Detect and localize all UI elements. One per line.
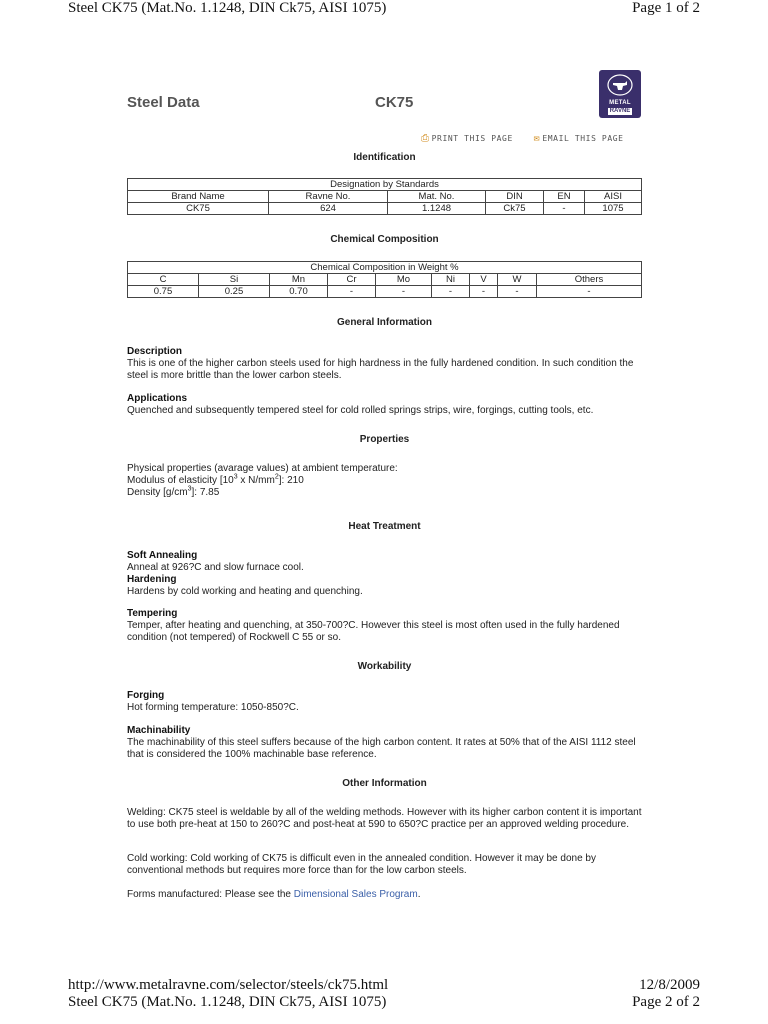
- grade-heading: CK75: [375, 94, 414, 111]
- machinability-block: [127, 725, 647, 761]
- tempering-label: Tempering: [127, 608, 178, 619]
- chem-value-cell: -: [498, 286, 537, 298]
- page-footer-title: Steel CK75 (Mat.No. 1.1248, DIN Ck75, AISI 1075): [68, 994, 387, 1010]
- description-label: Description: [127, 346, 183, 357]
- chem-header-cell: Si: [199, 274, 270, 286]
- soft-annealing-text: Anneal at 926?C and slow furnace cool.: [127, 562, 304, 573]
- chem-value-cell: -: [537, 286, 642, 298]
- forging-label: Forging: [127, 690, 165, 701]
- identification-heading: Identification: [353, 152, 416, 163]
- cold-working-text: Cold working: Cold working of CK75 is difficult even in the annealed condition. However it may be done by conventional methods but requires more force than for the low carbon steels.: [127, 853, 596, 876]
- envelope-icon[interactable]: ✉: [533, 133, 541, 144]
- hardening-text: Hardens by cold working and heating and quenching.: [127, 586, 363, 597]
- id-header-cell: DIN: [486, 191, 544, 203]
- density-text: Density $[g/cm^3]$: 7.85: [127, 485, 220, 498]
- id-header-cell: EN: [544, 191, 585, 203]
- chem-value-cell: -: [432, 286, 470, 298]
- forms-prefix: Forms manufactured: Please see the: [127, 889, 294, 900]
- chem-header-cell: V: [470, 274, 498, 286]
- applications-label: Applications: [127, 393, 188, 404]
- soft-annealing-label: Soft Annealing: [127, 550, 198, 561]
- id-value-cell: Ck75: [486, 203, 544, 215]
- welding-text: Welding: CK75 steel is weldable by all of the welding methods. However with its higher carbon content it is important to use both pre-heat at 150 to 260?C and post-heat at 590 to 650?C practice per an approved welding procedure.: [127, 807, 642, 830]
- forms-suffix: .: [417, 889, 421, 900]
- chem-header-cell: Others: [537, 274, 642, 286]
- chemical-caption: Chemical Composition in Weight %: [128, 262, 642, 274]
- identification-table: [127, 178, 642, 215]
- chem-header-cell: Mn: [270, 274, 328, 286]
- forging-text: Hot forming temperature: 1050-850?C.: [127, 702, 299, 713]
- dimensional-sales-link[interactable]: Dimensional Sales Program: [293, 889, 418, 900]
- metal-ravne-logo[interactable]: [599, 70, 641, 118]
- print-page-link[interactable]: PRINT THIS PAGE: [431, 134, 513, 143]
- anvil-icon: [607, 74, 633, 96]
- properties-heading: Properties: [359, 434, 410, 445]
- applications-block: [127, 393, 647, 417]
- hardening-label: Hardening: [127, 574, 177, 585]
- machinability-text: The machinability of this steel suffers because of the high carbon content. It rates at 50% that of the AISI 1112 steel that is considered the 100% machinable base reference.: [127, 737, 636, 760]
- page-footer-url: http://www.metalravne.com/selector/steels/ck75.html: [68, 977, 389, 993]
- id-value-cell: -: [544, 203, 585, 215]
- chemical-table: [127, 261, 642, 298]
- id-value-cell: 1075: [585, 203, 642, 215]
- page-actions: [421, 133, 624, 144]
- page-footer-number: Page 2 of 2: [632, 994, 700, 1010]
- chem-header-cell: C: [128, 274, 199, 286]
- properties-block: [127, 463, 647, 499]
- workability-heading: Workability: [357, 661, 412, 672]
- other-info-heading: Other Information: [342, 778, 427, 789]
- id-value-cell: 1.1248: [388, 203, 486, 215]
- chem-value-cell: -: [470, 286, 498, 298]
- chem-header-cell: Mo: [376, 274, 432, 286]
- tempering-block: [127, 608, 647, 644]
- applications-text: Quenched and subsequently tempered steel for cold rolled springs strips, wire, forgings, cutting tools, etc.: [127, 405, 594, 416]
- id-value-cell: CK75: [128, 203, 269, 215]
- chemical-heading: Chemical Composition: [330, 234, 439, 245]
- chem-value-cell: 0.25: [199, 286, 270, 298]
- properties-intro: Physical properties (avarage values) at ambient temperature:: [127, 463, 398, 474]
- id-value-cell: 624: [269, 203, 388, 215]
- page-header-title: Steel CK75 (Mat.No. 1.1248, DIN Ck75, AISI 1075): [68, 0, 387, 16]
- chem-value-cell: -: [328, 286, 376, 298]
- logo-text-ravne: RAVNE: [609, 108, 631, 114]
- chem-header-cell: Cr: [328, 274, 376, 286]
- soft-annealing-block: [127, 550, 647, 598]
- description-block: [127, 346, 647, 382]
- email-page-link[interactable]: EMAIL THIS PAGE: [542, 134, 624, 143]
- chem-header-cell: W: [498, 274, 537, 286]
- general-info-heading: General Information: [336, 317, 432, 328]
- chem-value-cell: 0.75: [128, 286, 199, 298]
- chem-value-cell: 0.70: [270, 286, 328, 298]
- description-text: This is one of the higher carbon steels used for high hardness in the fully hardened condition. In such condition the steel is more brittle than the lower carbon steels.: [127, 358, 634, 381]
- id-header-cell: Brand Name: [128, 191, 269, 203]
- chem-value-cell: -: [376, 286, 432, 298]
- heat-treatment-heading: Heat Treatment: [348, 521, 421, 532]
- steel-data-heading: Steel Data: [127, 94, 200, 111]
- modulus-text: Modulus of elasticity [$10^3$ x $N/mm^2$]: 210: [127, 473, 304, 486]
- machinability-label: Machinability: [127, 725, 191, 736]
- chem-header-cell: Ni: [432, 274, 470, 286]
- id-header-cell: Ravne No.: [269, 191, 388, 203]
- page-footer-date: 12/8/2009: [639, 977, 700, 993]
- id-header-cell: Mat. No.: [388, 191, 486, 203]
- identification-caption: Designation by Standards: [128, 179, 642, 191]
- logo-text-metal: METAL: [609, 100, 631, 106]
- page-header-number: Page 1 of 2: [632, 0, 700, 16]
- forms-manufactured: [127, 889, 647, 901]
- id-header-cell: AISI: [585, 191, 642, 203]
- printer-icon[interactable]: ⎙: [421, 133, 430, 144]
- forging-block: [127, 690, 647, 714]
- tempering-text: Temper, after heating and quenching, at 350-700?C. However this steel is most often used in the fully hardened condition (not tempered) of Rockwell C 55 or so.: [127, 620, 620, 643]
